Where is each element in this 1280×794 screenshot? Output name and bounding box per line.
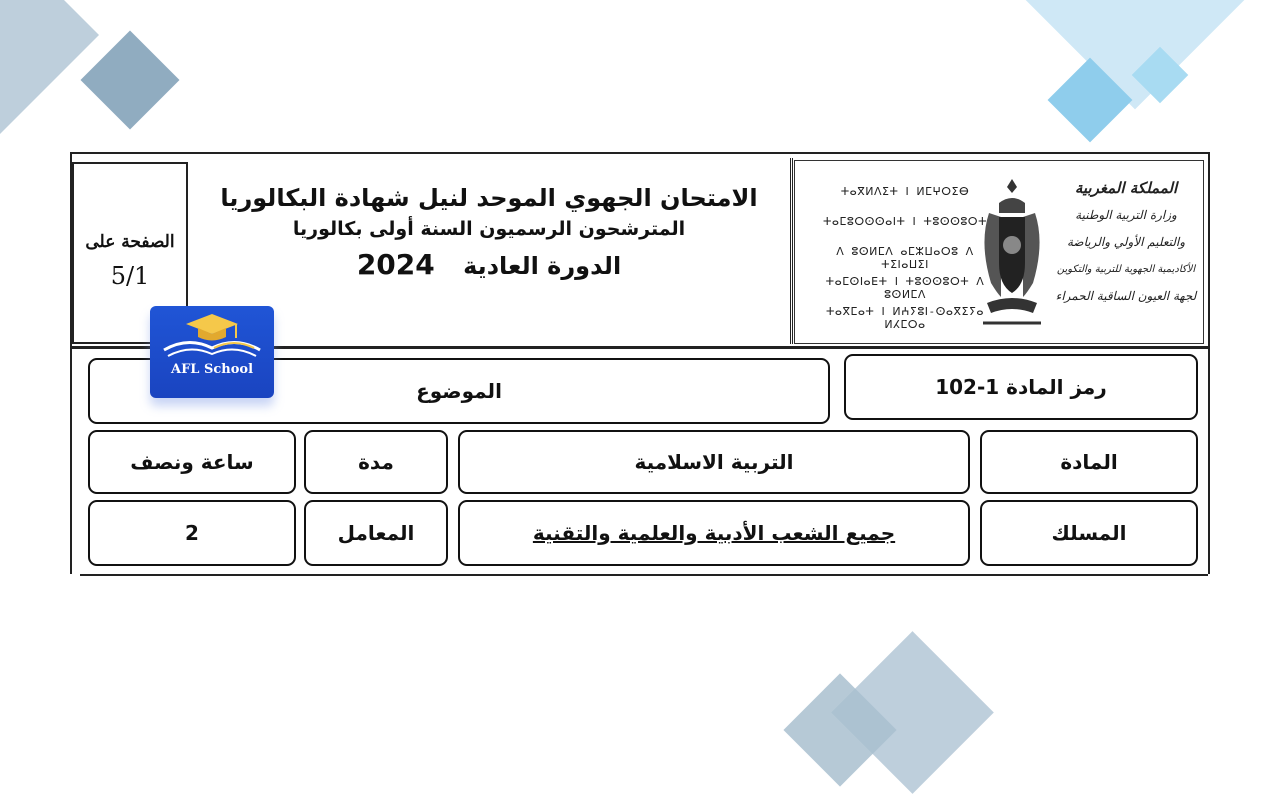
track-value: جميع الشعب الأدبية والعلمية والتقنية — [532, 521, 896, 545]
tifinagh-line: ⵜⴰⵎⵙⵏⴰⴹⵜ ⵏ ⵜⵓⵙⵙⵓⵔⵜ ⴷ ⵓⵙⵍⵎⴷ — [825, 275, 985, 301]
logo-text: AFL School — [170, 362, 254, 377]
duration-label-box — [304, 430, 448, 494]
admin-line: الأكاديمية الجهوية للتربية والتكوين — [1056, 264, 1196, 275]
coefficient-label: المعامل — [337, 521, 415, 545]
duration-value: ساعة ونصف — [130, 450, 254, 474]
exam-session — [194, 248, 784, 281]
admin-line: المملكة المغربية — [1074, 179, 1178, 197]
subject-value-box — [458, 430, 970, 494]
track-label-box — [980, 500, 1198, 566]
tifinagh-line: ⴷ ⵓⵙⵍⵎⴷ ⴰⵎⵣⵡⴰⵔⵓ ⴷ ⵜⵉⵏⴰⵡⵉⵏ — [836, 245, 974, 271]
coat-of-arms-icon — [977, 173, 1047, 333]
session-year: 2024 — [356, 248, 435, 281]
subject-value: التربية الاسلامية — [634, 450, 794, 474]
subject-label: المادة — [1060, 450, 1118, 474]
exam-title: الامتحان الجهوي الموحد لنيل شهادة البكالوريا — [220, 184, 758, 212]
admin-line: والتعليم الأولي والرياضة — [1066, 235, 1186, 249]
topic-label: الموضوع — [416, 379, 502, 403]
duration-label: مدة — [358, 450, 394, 474]
duration-value-box — [88, 430, 296, 494]
ministry-names — [1051, 175, 1201, 310]
exam-candidates: المترشحون الرسميون السنة أولى بكالوريا — [292, 218, 686, 240]
subject-code-box — [844, 354, 1198, 420]
decor-square — [1001, 0, 1270, 109]
page-number: 5/1 — [110, 262, 150, 290]
header-divider — [790, 158, 793, 344]
decor-square — [81, 31, 180, 130]
coefficient-value-box — [88, 500, 296, 566]
admin-line: وزارة التربية الوطنية — [1075, 208, 1177, 222]
track-value-box — [458, 500, 970, 566]
coefficient-value: 2 — [185, 521, 199, 545]
page-label: الصفحة على — [85, 232, 175, 252]
admin-line: لجهة العيون الساقية الحمراء — [1055, 289, 1197, 303]
subject-code-label: رمز المادة 1-102 — [935, 375, 1107, 399]
exam-title-block — [194, 184, 784, 281]
tifinagh-line: ⵜⴰⵎⵓⵔⵙⵙⴰⵏⵜ ⵏ ⵜⵓⵙⵙⵓⵔⵜ — [822, 215, 988, 228]
session-name: الدورة العادية — [463, 252, 622, 280]
track-label: المسلك — [1051, 521, 1127, 545]
table-bottom-rule — [80, 574, 1208, 576]
ministry-header — [794, 160, 1204, 344]
tifinagh-line: ⵜⴰⴳⵍⴷⵉⵜ ⵏ ⵍⵎⵖⵔⵉⴱ — [840, 185, 970, 198]
coefficient-label-box — [304, 500, 448, 566]
subject-label-box — [980, 430, 1198, 494]
tifinagh-line: ⵜⴰⴳⵎⴰⵜ ⵏ ⵍⵄⵢⵓⵏ-ⵙⴰⴳⵉⵢⴰ ⵍⵃⵎⵔⴰ — [825, 305, 985, 331]
decor-square — [0, 0, 99, 134]
graduation-book-icon — [150, 306, 274, 362]
afl-school-logo — [150, 306, 274, 398]
